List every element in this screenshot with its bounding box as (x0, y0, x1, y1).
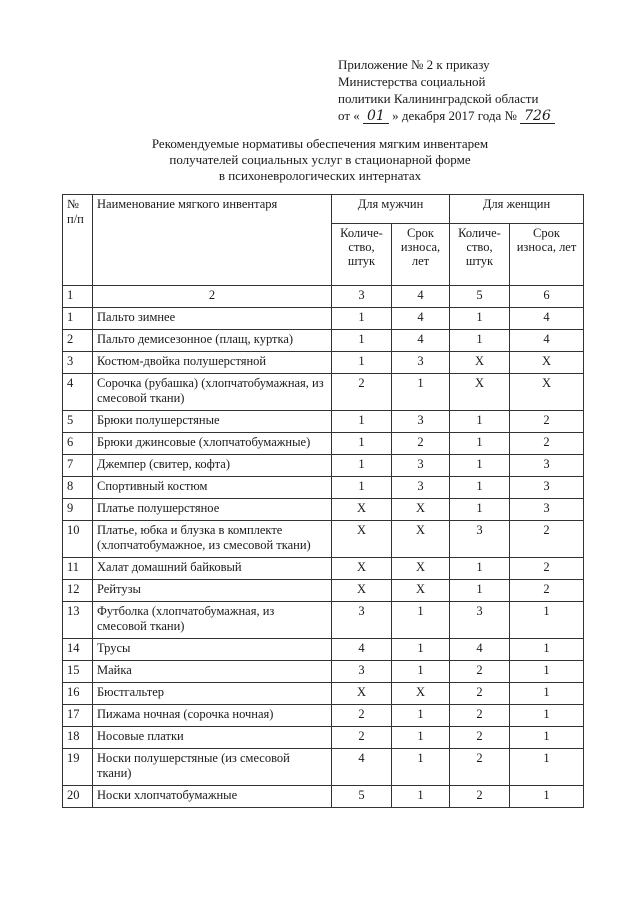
men-term: 2 (392, 433, 450, 455)
women-term: 2 (510, 521, 584, 558)
colnum-3: 3 (332, 286, 392, 308)
table-row (63, 705, 584, 727)
item-name: Пальто демисезонное (плащ, куртка) (93, 330, 332, 352)
women-quantity: 2 (450, 661, 510, 683)
women-term: 1 (510, 661, 584, 683)
women-quantity: 1 (450, 455, 510, 477)
women-quantity: 1 (450, 477, 510, 499)
women-term: Х (510, 374, 584, 411)
women-term: 3 (510, 499, 584, 521)
women-quantity: 3 (450, 602, 510, 639)
item-name: Костюм-двойка полушерстяной (93, 352, 332, 374)
women-term: 3 (510, 455, 584, 477)
table-row (63, 558, 584, 580)
men-term: Х (392, 558, 450, 580)
men-term: 1 (392, 705, 450, 727)
table-row (63, 308, 584, 330)
title-line-1: Рекомендуемые нормативы обеспечения мягким инвентарем (151, 136, 489, 151)
table-row (63, 749, 584, 786)
appendix-line-3: политики Калининградской области (338, 91, 539, 106)
item-name: Майка (93, 661, 332, 683)
table-row (63, 477, 584, 499)
men-quantity: 1 (332, 455, 392, 477)
item-name: Футболка (хлопчатобумажная, из смесовой ткани) (93, 602, 332, 639)
row-number: 17 (63, 705, 93, 727)
men-quantity: 3 (332, 602, 392, 639)
row-number: 3 (63, 352, 93, 374)
header-name: Наименование мягкого инвентаря (93, 195, 332, 286)
women-term: 3 (510, 477, 584, 499)
item-name: Бюстгальтер (93, 683, 332, 705)
men-term: 1 (392, 374, 450, 411)
men-term: Х (392, 521, 450, 558)
table-row (63, 455, 584, 477)
men-term: 4 (392, 308, 450, 330)
table-row (63, 521, 584, 558)
row-number: 14 (63, 639, 93, 661)
row-number: 20 (63, 786, 93, 808)
item-name: Рейтузы (93, 580, 332, 602)
men-term: 1 (392, 602, 450, 639)
women-term: 2 (510, 433, 584, 455)
row-number: 16 (63, 683, 93, 705)
colnum-4: 4 (392, 286, 450, 308)
title-line-2: получателей социальных услуг в стационарной форме (169, 152, 471, 167)
men-quantity: 5 (332, 786, 392, 808)
inventory-table (62, 194, 584, 808)
women-quantity: 4 (450, 639, 510, 661)
men-quantity: Х (332, 521, 392, 558)
order-number-handwritten: 726 (520, 109, 555, 124)
row-number: 4 (63, 374, 93, 411)
header-women-qty: Количе-ство, штук (450, 224, 510, 286)
row-number: 19 (63, 749, 93, 786)
men-term: 3 (392, 352, 450, 374)
men-quantity: 4 (332, 639, 392, 661)
header-women-term: Срок износа, лет (510, 224, 584, 286)
men-quantity: 1 (332, 433, 392, 455)
item-name: Трусы (93, 639, 332, 661)
row-number: 12 (63, 580, 93, 602)
document-title (120, 136, 520, 184)
women-quantity: 3 (450, 521, 510, 558)
women-term: 4 (510, 308, 584, 330)
men-quantity: 2 (332, 727, 392, 749)
appendix-date-line (338, 107, 628, 124)
women-term: Х (510, 352, 584, 374)
men-quantity: Х (332, 683, 392, 705)
women-quantity: 1 (450, 580, 510, 602)
women-quantity: 1 (450, 433, 510, 455)
table-row (63, 602, 584, 639)
men-quantity: 1 (332, 477, 392, 499)
date-day-handwritten: 01 (363, 109, 389, 124)
row-number: 6 (63, 433, 93, 455)
men-quantity: 1 (332, 352, 392, 374)
men-term: 1 (392, 661, 450, 683)
row-number: 2 (63, 330, 93, 352)
women-quantity: 2 (450, 683, 510, 705)
row-number: 5 (63, 411, 93, 433)
women-quantity: 1 (450, 499, 510, 521)
women-term: 1 (510, 602, 584, 639)
women-quantity: 2 (450, 705, 510, 727)
table-row (63, 411, 584, 433)
date-suffix: » декабря 2017 года № (392, 108, 517, 123)
row-number: 10 (63, 521, 93, 558)
men-quantity: 1 (332, 308, 392, 330)
colnum-2: 2 (93, 286, 332, 308)
item-name: Носки хлопчатобумажные (93, 786, 332, 808)
men-quantity: Х (332, 558, 392, 580)
colnum-5: 5 (450, 286, 510, 308)
item-name: Брюки полушерстяные (93, 411, 332, 433)
table-row (63, 580, 584, 602)
men-quantity: 3 (332, 661, 392, 683)
men-quantity: Х (332, 499, 392, 521)
item-name: Брюки джинсовые (хлопчатобумажные) (93, 433, 332, 455)
women-quantity: 1 (450, 558, 510, 580)
women-quantity: 2 (450, 749, 510, 786)
item-name: Сорочка (рубашка) (хлопчатобумажная, из смесовой ткани) (93, 374, 332, 411)
men-quantity: Х (332, 580, 392, 602)
item-name: Платье, юбка и блузка в комплекте (хлопчатобумажное, из смесовой ткани) (93, 521, 332, 558)
header-men-term: Срок износа, лет (392, 224, 450, 286)
men-quantity: 1 (332, 330, 392, 352)
table-row (63, 683, 584, 705)
table-row (63, 433, 584, 455)
women-quantity: Х (450, 374, 510, 411)
women-quantity: Х (450, 352, 510, 374)
women-quantity: 2 (450, 727, 510, 749)
table-row (63, 352, 584, 374)
men-term: 3 (392, 455, 450, 477)
women-term: 1 (510, 786, 584, 808)
table-row (63, 374, 584, 411)
header-number: № п/п (63, 195, 93, 286)
row-number: 7 (63, 455, 93, 477)
women-term: 1 (510, 749, 584, 786)
colnum-1: 1 (63, 286, 93, 308)
men-term: 3 (392, 477, 450, 499)
women-quantity: 1 (450, 330, 510, 352)
row-number: 15 (63, 661, 93, 683)
table-row (63, 499, 584, 521)
men-term: Х (392, 499, 450, 521)
header-women: Для женщин (450, 195, 584, 224)
men-quantity: 1 (332, 411, 392, 433)
table-row (63, 727, 584, 749)
item-name: Пальто зимнее (93, 308, 332, 330)
table-row (63, 639, 584, 661)
row-number: 11 (63, 558, 93, 580)
colnum-6: 6 (510, 286, 584, 308)
women-term: 2 (510, 411, 584, 433)
men-term: 1 (392, 639, 450, 661)
header-men-qty: Количе-ство, штук (332, 224, 392, 286)
appendix-header (338, 56, 628, 124)
row-number: 13 (63, 602, 93, 639)
appendix-line-1: Приложение № 2 к приказу (338, 57, 490, 72)
row-number: 8 (63, 477, 93, 499)
men-term: 1 (392, 786, 450, 808)
appendix-line-2: Министерства социальной (338, 74, 486, 89)
table-row (63, 661, 584, 683)
women-term: 4 (510, 330, 584, 352)
header-men: Для мужчин (332, 195, 450, 224)
column-numbers-row (63, 286, 584, 308)
item-name: Джемпер (свитер, кофта) (93, 455, 332, 477)
item-name: Платье полушерстяное (93, 499, 332, 521)
women-quantity: 1 (450, 411, 510, 433)
date-prefix: от « (338, 108, 360, 123)
women-quantity: 1 (450, 308, 510, 330)
table-row (63, 786, 584, 808)
women-term: 1 (510, 727, 584, 749)
women-term: 1 (510, 639, 584, 661)
row-number: 18 (63, 727, 93, 749)
table-row (63, 330, 584, 352)
men-term: 4 (392, 330, 450, 352)
men-term: 1 (392, 749, 450, 786)
men-quantity: 2 (332, 705, 392, 727)
women-term: 1 (510, 705, 584, 727)
item-name: Носки полушерстяные (из смесовой ткани) (93, 749, 332, 786)
women-term: 2 (510, 558, 584, 580)
row-number: 1 (63, 308, 93, 330)
men-term: 1 (392, 727, 450, 749)
title-line-3: в психоневрологических интернатах (218, 168, 422, 183)
women-term: 1 (510, 683, 584, 705)
item-name: Спортивный костюм (93, 477, 332, 499)
item-name: Халат домашний байковый (93, 558, 332, 580)
item-name: Носовые платки (93, 727, 332, 749)
row-number: 9 (63, 499, 93, 521)
men-term: Х (392, 580, 450, 602)
men-quantity: 2 (332, 374, 392, 411)
men-term: 3 (392, 411, 450, 433)
men-term: Х (392, 683, 450, 705)
women-term: 2 (510, 580, 584, 602)
item-name: Пижама ночная (сорочка ночная) (93, 705, 332, 727)
men-quantity: 4 (332, 749, 392, 786)
women-quantity: 2 (450, 786, 510, 808)
